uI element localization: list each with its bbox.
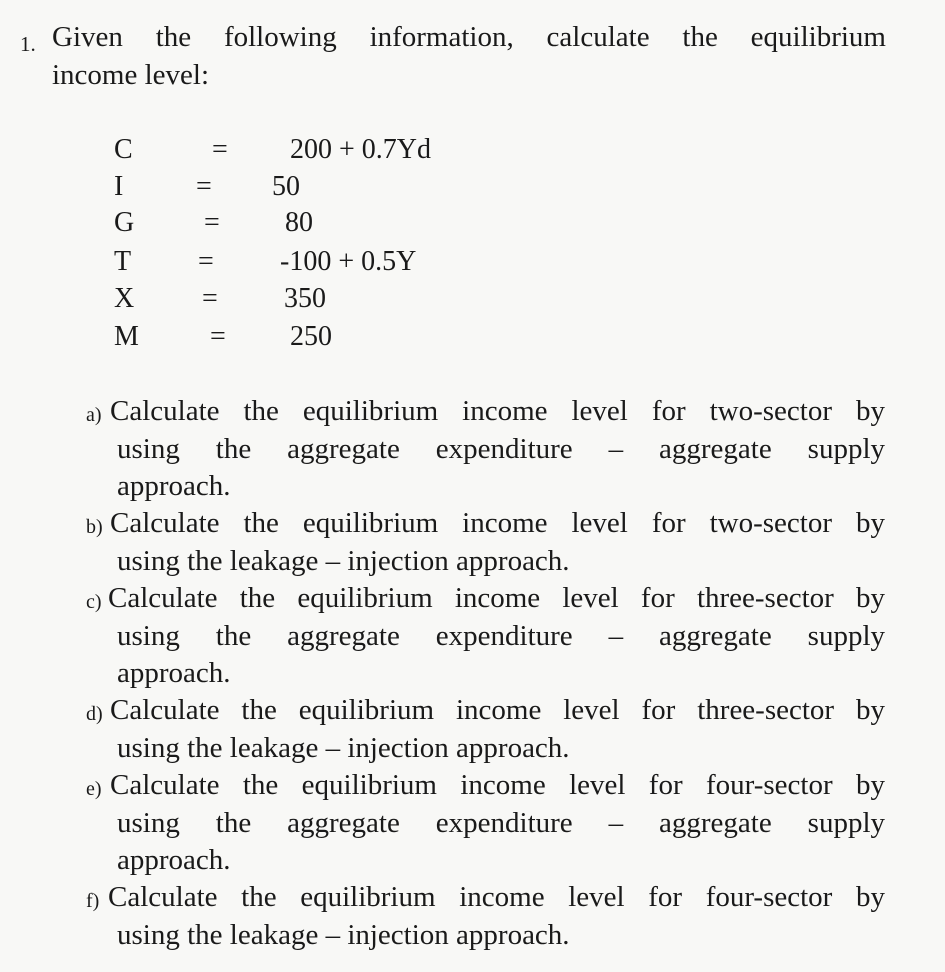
sub-question-line: Calculate the equilibrium income level for four-sector by (110, 769, 885, 801)
equals-sign: = (202, 283, 218, 314)
sub-question-line: Calculate the equilibrium income level for two-sector by (110, 507, 885, 539)
sub-question-line: Calculate the equilibrium income level for four-sector by (108, 881, 885, 913)
equation-variable: I (114, 171, 124, 202)
equals-sign: = (204, 207, 220, 238)
equation-value: 250 (290, 321, 332, 352)
equals-sign: = (212, 134, 228, 165)
equation-value: -100 + 0.5Y (280, 246, 417, 277)
equation-value: 50 (272, 171, 300, 202)
sub-question-line: using the leakage – injection approach. (117, 732, 570, 764)
sub-question-label: c) (86, 591, 102, 613)
equation-variable: X (114, 283, 135, 314)
sub-question-line: Calculate the equilibrium income level for three-sector by (110, 694, 885, 726)
equation-variable: C (114, 134, 133, 165)
equation-value: 80 (285, 207, 313, 238)
equals-sign: = (198, 246, 214, 277)
sub-question-label: f) (86, 890, 100, 912)
sub-question-label: e) (86, 778, 102, 800)
equals-sign: = (210, 321, 226, 352)
question-text (52, 18, 886, 94)
sub-question-line: approach. (117, 844, 231, 876)
sub-question-line: using the leakage – injection approach. (117, 919, 570, 951)
equals-sign: = (196, 171, 212, 202)
equation-value: 200 + 0.7Yd (290, 134, 432, 165)
equation-variable: M (114, 321, 139, 352)
sub-question-line: Calculate the equilibrium income level for three-sector by (108, 582, 885, 614)
sub-question-label: d) (86, 703, 103, 725)
equation-variable: T (114, 246, 132, 277)
sub-question-line: using the aggregate expenditure – aggregate supply (117, 433, 885, 465)
equation-value: 350 (284, 283, 326, 314)
sub-question-line: using the aggregate expenditure – aggregate supply (117, 620, 885, 652)
question-number: 1. (20, 32, 36, 56)
sub-question-line: approach. (117, 657, 231, 689)
sub-question-line: approach. (117, 470, 231, 502)
sub-question-line: using the leakage – injection approach. (117, 545, 570, 577)
question-text-line-2: income level: (52, 59, 210, 91)
sub-question-line: using the aggregate expenditure – aggregate supply (117, 807, 885, 839)
question-text-line-1: Given the following information, calculate the equilibrium (52, 21, 886, 53)
sub-question-line: Calculate the equilibrium income level for two-sector by (110, 395, 885, 427)
sub-question-label: b) (86, 516, 103, 538)
equation-variable: G (114, 207, 135, 238)
sub-question-label: a) (86, 404, 102, 426)
